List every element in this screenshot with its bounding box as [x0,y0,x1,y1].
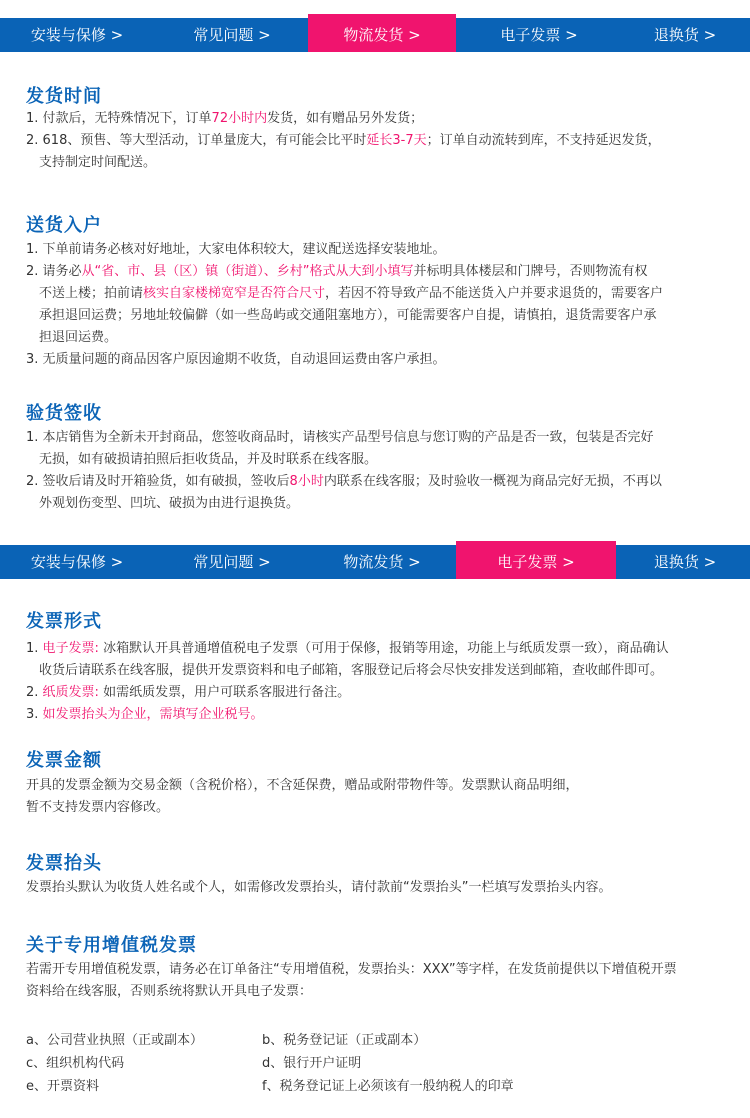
text-segment: 2. 请务必 [26,264,82,279]
invoice-amount-text [26,775,732,819]
tab-shipping[interactable]: 物流发货 > [343,553,421,571]
text-line: 1. 本店销售为全新未开封商品，您签收商品时，请核实产品型号信息与您订购的产品是否一致，包装是否完好 [26,430,654,445]
inspection-title: 验货签收 [26,403,102,424]
text-line: 外观划伤变型、凹坑、破损为由进行退换货。 [39,496,300,511]
invoice-form-title: 发票形式 [26,611,102,632]
highlight-8h: 8小时 [289,474,324,489]
vat-invoice-text [26,959,732,1003]
text-line: 承担退回运费；另地址较偏僻（如一些岛屿或交通阻塞地方），可能需要客户自提，请慎拍，退货需要客户承 [39,308,657,323]
text-segment: 内联系在线客服；及时验收一概视为商品完好无损，不再以 [323,474,662,489]
text-segment: 2. 618、预售、等大型活动，订单量庞大，有可能会比平时 [26,133,367,148]
highlight-enterprise-tax: 如发票抬头为企业，需填写企业税号。 [42,707,264,722]
text-line: 暂不支持发票内容修改。 [26,800,170,815]
highlight-address-format: 从“省、市、县（区）镇（街道）、乡村”格式从大到小填写 [81,264,414,279]
text-line: 3. 无质量问题的商品因客户原因逾期不收货，自动退回运费由客户承担。 [26,352,446,367]
tab-install-warranty[interactable]: 安装与保修 > [30,553,124,571]
inspection-text [26,427,732,515]
highlight-stairs: 核实自家楼梯宽窄是否符合尺寸 [143,286,326,301]
tab-faq[interactable]: 常见问题 > [193,26,271,44]
text-segment: 冰箱默认开具普通增值税电子发票（可用于保修，报销等用途，功能上与纸质发票一致），商品确认 [98,641,669,656]
tab-e-invoice[interactable]: 电子发票 > [456,541,616,579]
text-segment: 1. 付款后，无特殊情况下，订单 [26,111,212,126]
highlight-72h: 72小时内 [211,111,268,126]
text-line: 资料给在线客服，否则系统将默认开具电子发票： [26,984,313,999]
highlight-e-invoice: 电子发票: [42,641,99,656]
text-segment: ，若因不符导致产品不能送货入户并要求退货的，需要客户 [325,286,664,301]
invoice-header-title: 发票抬头 [26,853,102,874]
text-line: 发票抬头默认为收货人姓名或个人，如需修改发票抬头，请付款前“发票抬头”一栏填写发票抬头内容。 [26,880,612,895]
text-line: 担退回运费。 [39,330,118,345]
invoice-header-text [26,877,732,899]
shipping-time-title: 发货时间 [26,86,102,107]
tab-install-warranty[interactable]: 安装与保修 > [30,26,124,44]
vat-doc-item: a、公司营业执照（正或副本） [26,1033,203,1048]
text-line: 无损，如有破损请拍照后拒收货品，并及时联系在线客服。 [39,452,378,467]
vat-doc-item: f、税务登记证上必须该有一般纳税人的印章 [262,1079,514,1094]
text-segment: 发货，如有赠品另外发货； [267,111,424,126]
vat-doc-item: d、银行开户证明 [262,1056,362,1071]
tab-faq[interactable]: 常见问题 > [193,553,271,571]
text-line: 支持制定时间配送。 [39,155,157,170]
bottom-nav-bar [0,545,750,579]
vat-doc-item: e、开票资料 [26,1079,99,1094]
text-segment: 不送上楼；拍前请 [39,286,144,301]
invoice-amount-title: 发票金额 [26,750,102,771]
text-segment: 2. [26,685,43,700]
tab-returns[interactable]: 退换货 > [653,553,717,571]
tab-shipping[interactable]: 物流发货 > [308,14,456,52]
text-segment: 如需纸质发票，用户可联系客服进行备注。 [98,685,351,700]
text-line: 收货后请联系在线客服，提供开发票资料和电子邮箱，客服登记后将会尽快安排发送到邮箱，查收邮件即可。 [39,663,664,678]
text-segment: ；订单自动流转到库，不支持延迟发货， [426,133,661,148]
vat-doc-item: b、税务登记证（正或副本） [262,1033,427,1048]
text-segment: 3. [26,707,43,722]
top-nav-bar [0,18,750,52]
tab-returns[interactable]: 退换货 > [653,26,717,44]
text-line: 1. 下单前请务必核对好地址，大家电体积较大，建议配送选择安装地址。 [26,242,446,257]
invoice-form-text [26,638,732,726]
vat-doc-item: c、组织机构代码 [26,1056,125,1071]
highlight-delay: 延长3-7天 [366,133,427,148]
text-segment: 2. 签收后请及时开箱验货，如有破损，签收后 [26,474,290,489]
delivery-text [26,239,732,371]
tab-e-invoice[interactable]: 电子发票 > [500,26,578,44]
highlight-paper-invoice: 纸质发票: [42,685,99,700]
text-line: 若需开专用增值税发票，请务必在订单备注“专用增值税，发票抬头：XXX”等字样，在发货前提供以下增值税开票 [26,962,677,977]
text-segment: 并标明具体楼层和门牌号，否则物流有权 [413,264,648,279]
text-segment: 1. [26,641,43,656]
shipping-time-text [26,108,732,174]
delivery-title: 送货入户 [26,215,102,236]
vat-invoice-title: 关于专用增值税发票 [26,935,197,956]
text-line: 开具的发票金额为交易金额（含税价格），不含延保费，赠品或附带物件等。发票默认商品明细， [26,778,579,793]
